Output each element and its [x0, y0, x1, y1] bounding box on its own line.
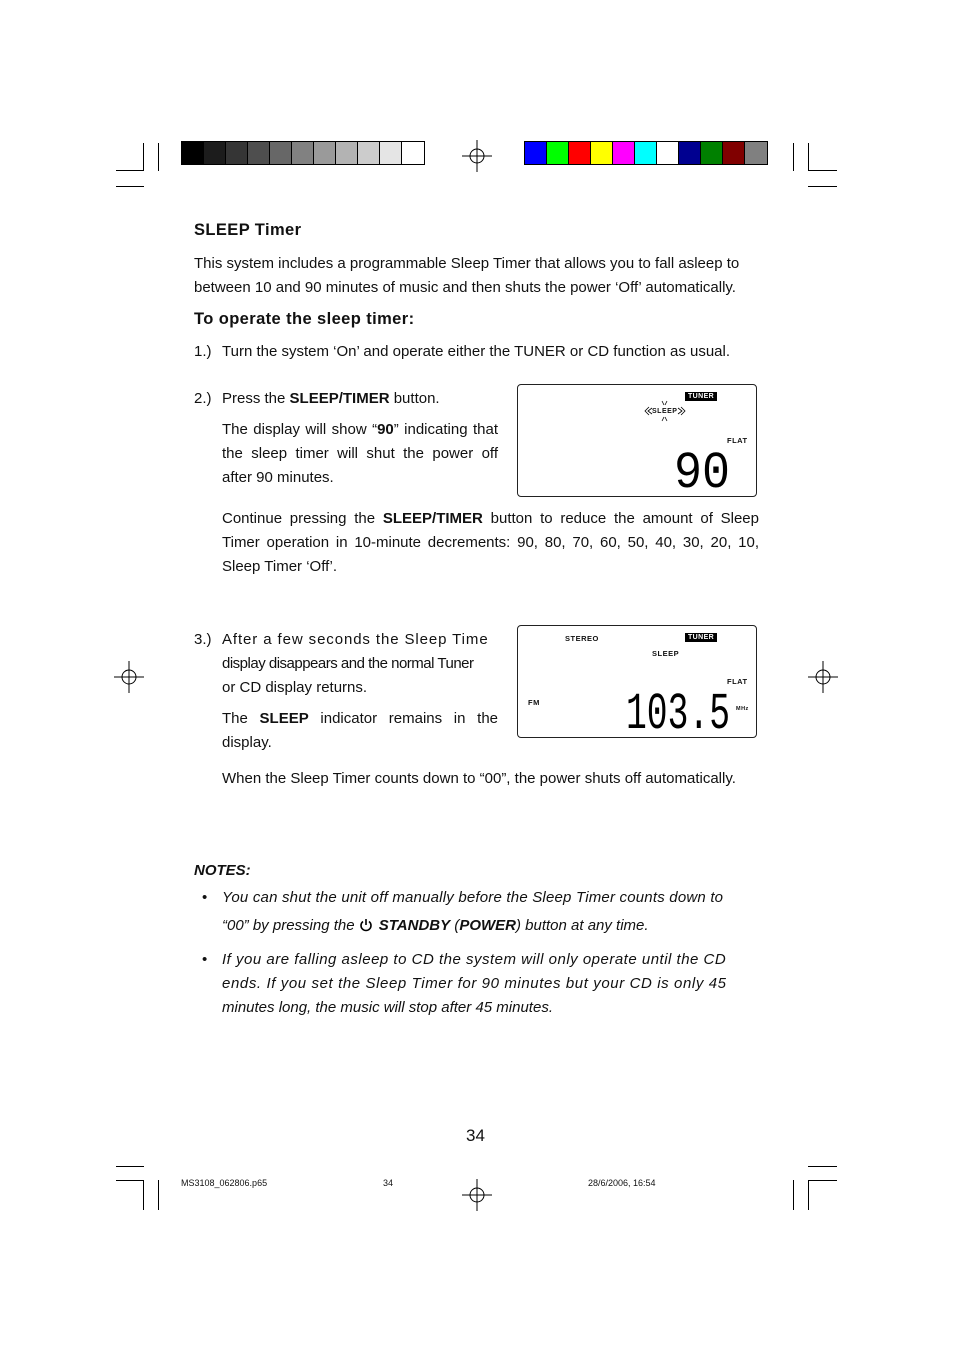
step-2-p2-post: button to reduce the amount of Sleep Timer operation in 10-minute decrements: 90, 80, 70, 60, 50, 40, 30, 20, 10, Sleep Timer ‘Off’.: [222, 510, 759, 575]
sleep-indicator: SLEEP: [652, 408, 678, 415]
footer-datetime: 28/6/2006, 16:54: [588, 1178, 656, 1188]
gray-swatch-7: [314, 142, 336, 164]
gray-swatch-9: [358, 142, 380, 164]
step-3-paragraph: [222, 628, 498, 700]
note-1-line-2: [222, 914, 762, 938]
registration-mark-top-icon: [462, 140, 492, 172]
note-2-line-3: minutes long, the music will stop after 45 minutes.: [222, 999, 553, 1016]
note-1-bullet: •: [202, 889, 208, 906]
color-swatch-5: [613, 142, 635, 164]
section-title: SLEEP Timer: [194, 221, 302, 239]
tuner-indicator: TUNER: [685, 392, 717, 401]
step-1-text: Turn the system ‘On’ and operate either the TUNER or CD function as usual.: [222, 343, 731, 360]
note-2-bullet: •: [202, 951, 208, 968]
sleep-timer-button-label: SLEEP/TIMER: [289, 390, 390, 407]
step-2-p2-pre: Continue pressing the: [222, 510, 383, 527]
step-3-final-paragraph: When the Sleep Timer counts down to “00”, the power shuts off automatically.: [222, 770, 736, 787]
power-button-label: POWER: [459, 917, 516, 934]
step-2-p1-post: ” indicating that the sleep timer will shut the power off after 90 minutes.: [222, 421, 498, 486]
svg-text:90: 90: [674, 447, 730, 491]
intro-paragraph: [194, 252, 764, 300]
gray-swatch-10: [380, 142, 402, 164]
note-1: [222, 886, 762, 938]
step-2-continue-paragraph: [222, 507, 759, 579]
step-1-number: 1.): [194, 343, 212, 360]
step-2-p2-bold: SLEEP/TIMER: [382, 510, 483, 527]
footer-filename: MS3108_062806.p65: [181, 1178, 268, 1188]
step-3-p2-bold: SLEEP: [259, 710, 309, 727]
color-swatch-2: [547, 142, 569, 164]
step-3-line-3: or CD display returns.: [222, 679, 368, 696]
color-swatch-4: [591, 142, 613, 164]
fm-indicator: FM: [528, 698, 540, 707]
stereo-indicator: STEREO: [565, 634, 599, 643]
step-3-p2-pre: The: [222, 710, 260, 727]
tuner-indicator: TUNER: [685, 633, 717, 642]
lcd-digits-frequency: [626, 688, 732, 732]
note-1-post: ) button at any time.: [515, 917, 649, 934]
step-2-text: [222, 387, 440, 411]
color-swatch-1: [525, 142, 547, 164]
registration-mark-right-icon: [808, 661, 838, 693]
gray-swatch-6: [292, 142, 314, 164]
note-2-line-1: If you are falling asleep to CD the system will only operate until the CD: [222, 951, 727, 968]
gray-swatch-1: [182, 142, 204, 164]
gray-swatch-5: [270, 142, 292, 164]
intro-line-1: This system includes a programmable Sleep Timer that allows you to fall asleep to: [194, 255, 740, 272]
step-3-number: 3.): [194, 631, 212, 648]
page-number: 34: [466, 1126, 485, 1145]
step-2-display-paragraph: [222, 418, 498, 490]
gray-swatch-3: [226, 142, 248, 164]
note-1-paren: (: [450, 917, 460, 934]
step-3-sleep-indicator-paragraph: [222, 707, 498, 755]
color-swatch-8: [679, 142, 701, 164]
gray-swatch-11: [402, 142, 424, 164]
step-2-p1-bold: 90: [377, 421, 394, 438]
sleep-indicator: SLEEP: [652, 649, 680, 658]
color-swatch-3: [569, 142, 591, 164]
power-symbol-icon: [359, 918, 373, 932]
registration-mark-bottom-icon: [462, 1179, 492, 1211]
color-calibration-bar: [524, 141, 768, 165]
mhz-indicator: MHz: [736, 706, 749, 712]
lcd-display-sleep-90: [517, 384, 757, 497]
color-swatch-7: [657, 142, 679, 164]
lcd-digits-90: [674, 447, 734, 491]
note-1-pre: “00” by pressing the: [222, 917, 359, 934]
footer-page: 34: [383, 1178, 394, 1188]
registration-mark-left-icon: [114, 661, 144, 693]
step-2-number: 2.): [194, 390, 212, 407]
color-swatch-6: [635, 142, 657, 164]
gray-swatch-4: [248, 142, 270, 164]
gray-swatch-8: [336, 142, 358, 164]
lcd-display-tuner-1035: [517, 625, 757, 738]
grayscale-calibration-bar: [181, 141, 425, 165]
svg-text:103.5: 103.5: [626, 688, 730, 732]
color-swatch-10: [723, 142, 745, 164]
step-3-line-2: display disappears and the normal Tuner: [222, 655, 474, 672]
gray-swatch-2: [204, 142, 226, 164]
note-2-line-2: ends. If you set the Sleep Timer for 90 minutes but your CD is only 45: [222, 975, 727, 992]
color-swatch-9: [701, 142, 723, 164]
intro-line-2: between 10 and 90 minutes of music and then shuts the power ‘Off’ automatically.: [194, 279, 736, 296]
flat-indicator: FLAT: [727, 436, 748, 445]
flat-indicator: FLAT: [727, 677, 748, 686]
step-3-line-1: After a few seconds the Sleep Time: [222, 631, 489, 648]
note-2: [222, 948, 762, 1020]
notes-title: NOTES:: [194, 862, 251, 879]
standby-button-label: STANDBY: [378, 917, 451, 934]
step-2-pre: Press the: [222, 390, 290, 407]
note-1-line-1: You can shut the unit off manually before the Sleep Timer counts down to: [222, 889, 724, 906]
color-swatch-11: [745, 142, 767, 164]
subheading: To operate the sleep timer:: [194, 310, 415, 328]
step-2-post: button.: [389, 390, 440, 407]
step-2-p1-pre: The display will show “: [222, 421, 378, 438]
step-3-p2-post: indicator remains in the display.: [222, 710, 498, 751]
